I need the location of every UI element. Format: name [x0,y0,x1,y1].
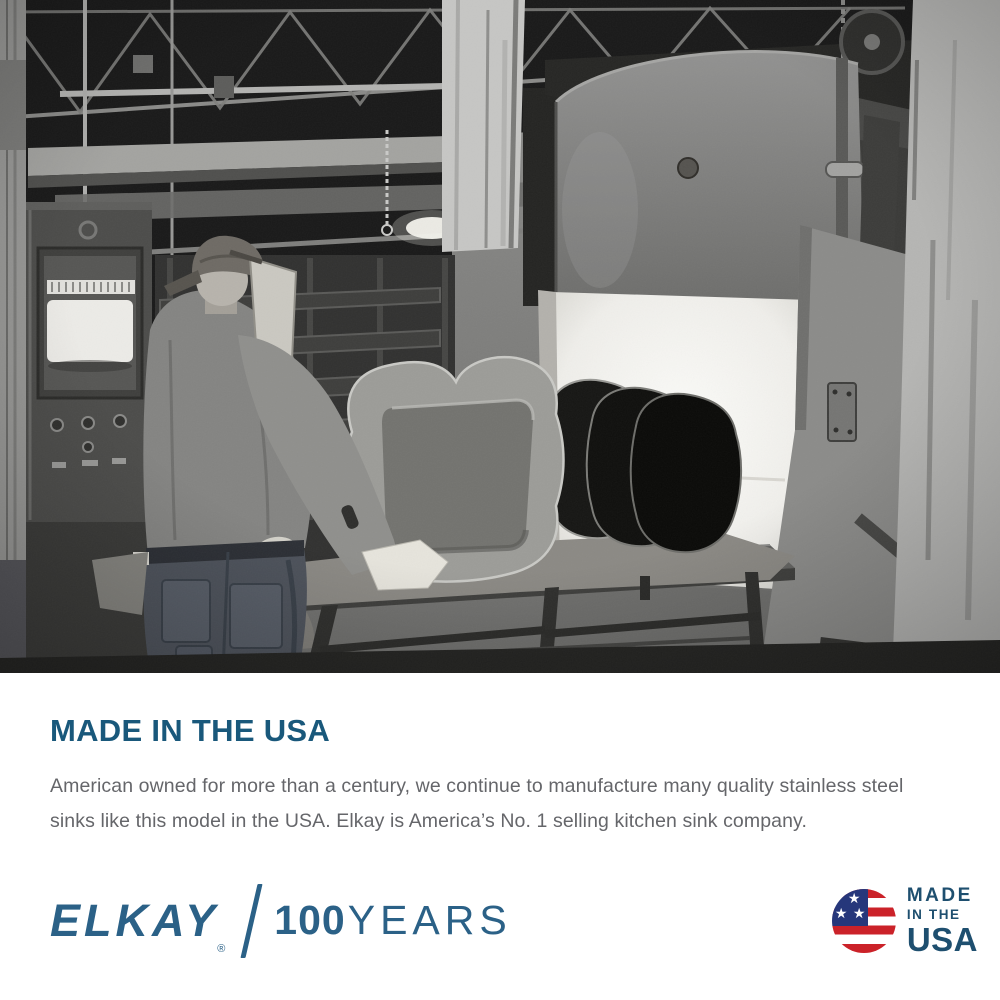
flag-star-icon: ★ [847,889,861,906]
text-content [0,713,1000,958]
logo-divider-slash [241,884,263,958]
elkay-100-years-logo [50,884,512,958]
registered-trademark-mark: ® [217,942,226,955]
made-in-usa-badge [832,886,978,957]
usa-flag-icon [832,889,896,953]
badge-line-made: MADE [906,884,973,906]
flag-star-icon: ★ [834,904,848,921]
page-title: MADE IN THE USA [50,713,331,748]
flag-star-icon: ★ [852,904,866,921]
body-text: American owned for more than a century, we continue to manufacture many quality stainless steel sinks like this model in the USA. Elkay is America’s No. 1 selling kitchen sink company. [50,775,904,833]
elkay-wordmark: ELKAY [50,895,220,947]
badge-text [907,886,978,957]
hundred-years-wordmark [274,897,512,944]
footer-row [50,884,978,958]
badge-line-in-the: IN THE [906,906,961,922]
years-number: 100 [274,897,346,944]
years-word: YEARS [347,897,512,944]
badge-line-usa: USA [906,921,978,959]
